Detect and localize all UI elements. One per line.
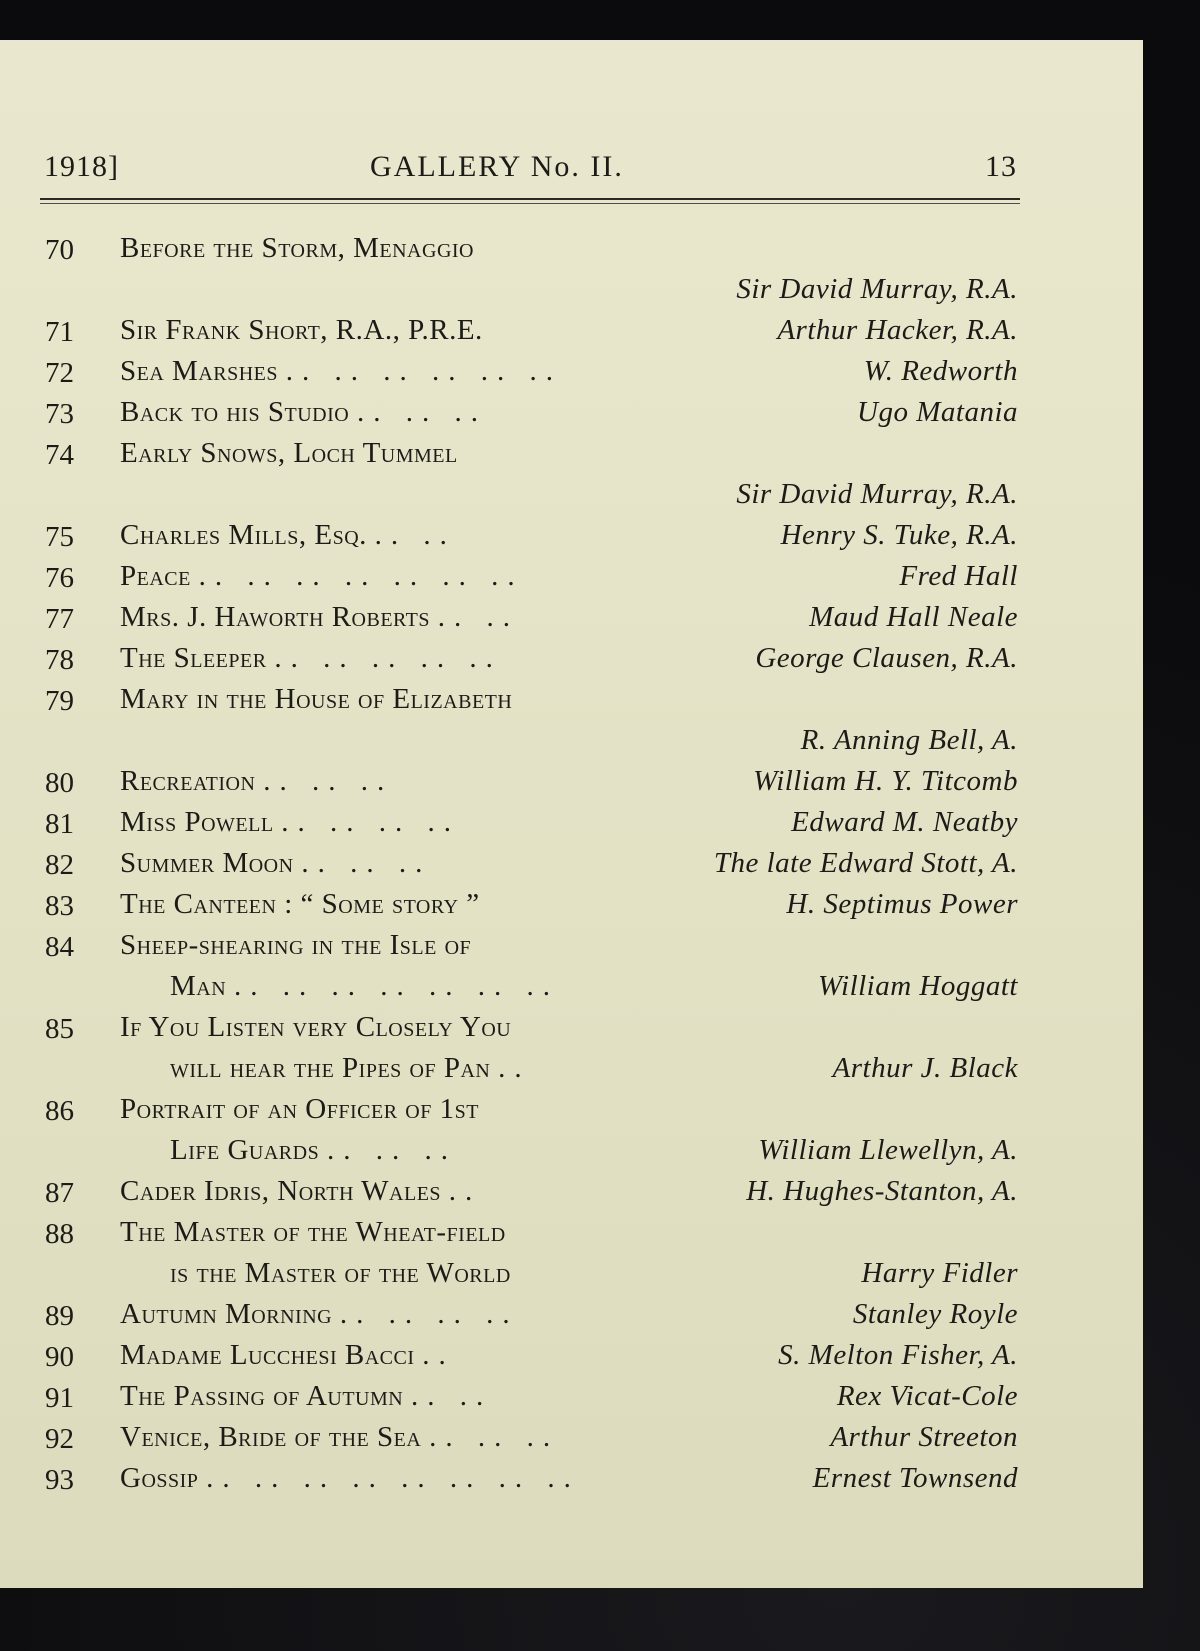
entry-title-text: Before the Storm, Menaggio [120, 232, 474, 264]
entry-artist: H. Hughes-Stanton, A. [746, 1175, 1018, 1207]
entry-number: 89 [45, 1300, 74, 1332]
entry-line [0, 884, 1143, 925]
entry-artist: William H. Y. Titcomb [753, 765, 1018, 797]
entry-title [120, 843, 431, 884]
catalogue-entry [0, 597, 1143, 638]
catalogue-entry [0, 1089, 1143, 1171]
entry-title-text: Mary in the House of Elizabeth [120, 683, 513, 715]
entry-title-text: Autumn Morning [120, 1298, 333, 1330]
entry-line [0, 638, 1143, 679]
header-rule [40, 198, 1020, 200]
entry-title [120, 597, 519, 638]
entry-line [0, 1253, 1143, 1294]
entry-number: 82 [45, 849, 74, 881]
entry-line [0, 1048, 1143, 1089]
entry-number: 70 [45, 234, 74, 266]
entry-title [120, 556, 524, 597]
entry-artist: Sir David Murray, R.A. [736, 478, 1018, 510]
entry-title-text: Venice, Bride of the Sea [120, 1421, 422, 1453]
entry-line [0, 925, 1143, 966]
entry-title [120, 515, 456, 556]
leader-dots: .. .. .. [429, 1421, 560, 1453]
entry-number: 71 [45, 316, 74, 348]
entry-title [170, 1253, 511, 1294]
entry-line [0, 310, 1143, 351]
entry-line [0, 1212, 1143, 1253]
entry-number: 92 [45, 1423, 74, 1455]
entry-artist: William Hoggatt [817, 970, 1018, 1002]
entry-number: 84 [45, 931, 74, 963]
catalogue-entry [0, 556, 1143, 597]
entry-title [120, 1171, 481, 1212]
entry-title-text: The Canteen : “ Some story ” [120, 888, 480, 920]
entry-title [120, 1376, 492, 1417]
entry-artist: Rex Vicat-Cole [836, 1380, 1018, 1412]
entry-number: 79 [45, 685, 74, 717]
entry-title [120, 1294, 519, 1335]
entry-artist: Harry Fidler [861, 1257, 1018, 1289]
entry-title-text: Sea Marshes [120, 355, 279, 387]
entry-line [0, 556, 1143, 597]
entry-title [120, 925, 471, 966]
catalogue-entry [0, 433, 1143, 515]
entry-artist: William Llewellyn, A. [758, 1134, 1018, 1166]
entry-title-text: Sir Frank Short, R.A., P.R.E. [120, 314, 483, 346]
catalogue-entry [0, 761, 1143, 802]
entry-line [0, 1458, 1143, 1499]
entry-line [0, 761, 1143, 802]
entry-line [0, 843, 1143, 884]
entry-number: 75 [45, 521, 74, 553]
catalogue-entry [0, 802, 1143, 843]
entry-number: 77 [45, 603, 74, 635]
entry-line [0, 802, 1143, 843]
entry-title [120, 638, 502, 679]
entry-line [0, 597, 1143, 638]
catalogue-entry [0, 351, 1143, 392]
entry-artist: Edward M. Neatby [791, 806, 1018, 838]
entry-artist: Sir David Murray, R.A. [736, 273, 1018, 305]
entry-artist: Maud Hall Neale [809, 601, 1018, 633]
entry-title-text: Cader Idris, North Wales [120, 1175, 442, 1207]
entry-number: 73 [45, 398, 74, 430]
entry-artist: Henry S. Tuke, R.A. [780, 519, 1018, 551]
leader-dots: .. .. .. [326, 1134, 457, 1166]
entry-title-text: The Sleeper [120, 642, 267, 674]
entry-line [0, 433, 1143, 474]
entry-line [0, 966, 1143, 1007]
entry-artist: Arthur J. Black [832, 1052, 1018, 1084]
catalogue-entry [0, 1171, 1143, 1212]
header-gallery-title: GALLERY No. II. [370, 150, 624, 183]
catalogue-entry [0, 1335, 1143, 1376]
entry-title-text: Recreation [120, 765, 256, 797]
entry-title [120, 884, 480, 925]
leader-dots: .. .. .. [263, 765, 394, 797]
entry-number: 86 [45, 1095, 74, 1127]
entry-title-text: Madame Lucchesi Bacci [120, 1339, 415, 1371]
entry-line [0, 1089, 1143, 1130]
leader-dots: .. [498, 1052, 531, 1084]
leader-dots: .. .. .. .. .. .. [285, 355, 563, 387]
entry-artist: W. Redworth [863, 355, 1018, 387]
leader-dots: .. .. [437, 601, 520, 633]
entry-title-text: Back to his Studio [120, 396, 350, 428]
entry-line [0, 1335, 1143, 1376]
entry-title [120, 433, 458, 474]
entry-number: 80 [45, 767, 74, 799]
entry-title-text: Man [170, 970, 227, 1002]
entry-number: 90 [45, 1341, 74, 1373]
entry-title-text: The Master of the Wheat-field [120, 1216, 506, 1248]
entry-artist: Ernest Townsend [812, 1462, 1018, 1494]
entry-number: 88 [45, 1218, 74, 1250]
entry-artist: S. Melton Fisher, A. [778, 1339, 1018, 1371]
leader-dots: .. .. .. .. .. .. .. [198, 560, 524, 592]
leader-dots: .. [448, 1175, 482, 1207]
entry-number: 72 [45, 357, 74, 389]
entry-title-text: is the Master of the World [170, 1257, 511, 1289]
leader-dots: .. [422, 1339, 455, 1371]
catalogue-entry [0, 515, 1143, 556]
entry-title [120, 1089, 479, 1130]
entry-number: 85 [45, 1013, 74, 1045]
entry-title [120, 761, 393, 802]
entry-number: 76 [45, 562, 74, 594]
entry-artist: The late Edward Stott, A. [713, 847, 1018, 879]
leader-dots: .. .. [374, 519, 456, 551]
leader-dots: .. .. .. .. [281, 806, 461, 838]
entry-title [120, 679, 512, 720]
entry-number: 74 [45, 439, 74, 471]
page-header [40, 150, 1020, 200]
leader-dots: .. .. .. .. .. .. .. .. [206, 1462, 580, 1494]
entry-title [120, 392, 487, 433]
leader-dots: .. .. .. .. .. [274, 642, 502, 674]
catalogue-entry [0, 228, 1143, 310]
entry-artist: Stanley Royle [852, 1298, 1018, 1330]
entry-title [170, 1048, 531, 1089]
entry-line [0, 1007, 1143, 1048]
header-year: 1918] [44, 150, 119, 183]
entry-title-text: Sheep-shearing in the Isle of [120, 929, 472, 961]
entry-title [170, 1130, 457, 1171]
catalogue-entry [0, 392, 1143, 433]
entry-title [120, 310, 483, 351]
entry-title-text: Charles Mills, Esq. [120, 519, 367, 551]
catalogue-entry [0, 679, 1143, 761]
entry-title [120, 351, 562, 392]
entry-title [170, 966, 559, 1007]
entry-artist: Fred Hall [899, 560, 1018, 592]
entry-number: 78 [45, 644, 74, 676]
catalogue-entry [0, 638, 1143, 679]
entry-title-text: Miss Powell [120, 806, 274, 838]
catalogue-entry [0, 1212, 1143, 1294]
entry-line [0, 1417, 1143, 1458]
leader-dots: .. .. [410, 1380, 493, 1412]
entry-title-text: Portrait of an Officer of 1st [120, 1093, 479, 1125]
leader-dots: .. .. .. [301, 847, 432, 879]
entry-title-text: If You Listen very Closely You [120, 1011, 512, 1043]
entry-title-text: Early Snows, Loch Tummel [120, 437, 458, 469]
catalogue-entry [0, 1294, 1143, 1335]
entry-number: 87 [45, 1177, 74, 1209]
entry-line [0, 392, 1143, 433]
entry-line [0, 515, 1143, 556]
entry-title [120, 1007, 511, 1048]
leader-dots: .. .. .. .. .. .. .. [233, 970, 559, 1002]
entry-title-text: Life Guards [170, 1134, 320, 1166]
entry-line [0, 679, 1143, 720]
entry-line [0, 1130, 1143, 1171]
entry-line [0, 351, 1143, 392]
entry-line [0, 1376, 1143, 1417]
entry-line [0, 269, 1143, 310]
entry-title-text: Gossip [120, 1462, 199, 1494]
catalogue-entry [0, 1458, 1143, 1499]
entry-number: 83 [45, 890, 74, 922]
catalogue-entry [0, 925, 1143, 1007]
header-page-number: 13 [985, 150, 1017, 183]
entry-title-text: Peace [120, 560, 191, 592]
entry-artist: Arthur Hacker, R.A. [777, 314, 1018, 346]
entry-number: 91 [45, 1382, 74, 1414]
entry-title-text: The Passing of Autumn [120, 1380, 404, 1412]
catalogue-entry [0, 1007, 1143, 1089]
entry-title-text: will hear the Pipes of Pan [170, 1052, 491, 1084]
leader-dots: .. .. .. .. [339, 1298, 519, 1330]
entry-line [0, 720, 1143, 761]
entry-line [0, 1171, 1143, 1212]
header-rule-thin [40, 203, 1020, 204]
catalogue-entries [0, 228, 1143, 1499]
entry-title [120, 1335, 455, 1376]
entry-artist: Arthur Streeton [830, 1421, 1018, 1453]
entry-line [0, 228, 1143, 269]
catalogue-page [0, 40, 1143, 1588]
entry-title [120, 1212, 506, 1253]
entry-line [0, 1294, 1143, 1335]
entry-artist: H. Septimus Power [786, 888, 1018, 920]
catalogue-entry [0, 1417, 1143, 1458]
entry-artist: Ugo Matania [857, 396, 1018, 428]
entry-artist: R. Anning Bell, A. [800, 724, 1018, 756]
catalogue-entry [0, 1376, 1143, 1417]
catalogue-entry [0, 884, 1143, 925]
entry-title-text: Mrs. J. Haworth Roberts [120, 601, 431, 633]
entry-title-text: Summer Moon [120, 847, 294, 879]
catalogue-entry [0, 310, 1143, 351]
leader-dots: .. .. .. [356, 396, 487, 428]
entry-number: 93 [45, 1464, 74, 1496]
entry-number: 81 [45, 808, 74, 840]
catalogue-entry [0, 843, 1143, 884]
entry-line [0, 474, 1143, 515]
entry-title [120, 1417, 559, 1458]
entry-artist: George Clausen, R.A. [755, 642, 1018, 674]
entry-title [120, 802, 460, 843]
entry-title [120, 1458, 580, 1499]
entry-title [120, 228, 474, 269]
